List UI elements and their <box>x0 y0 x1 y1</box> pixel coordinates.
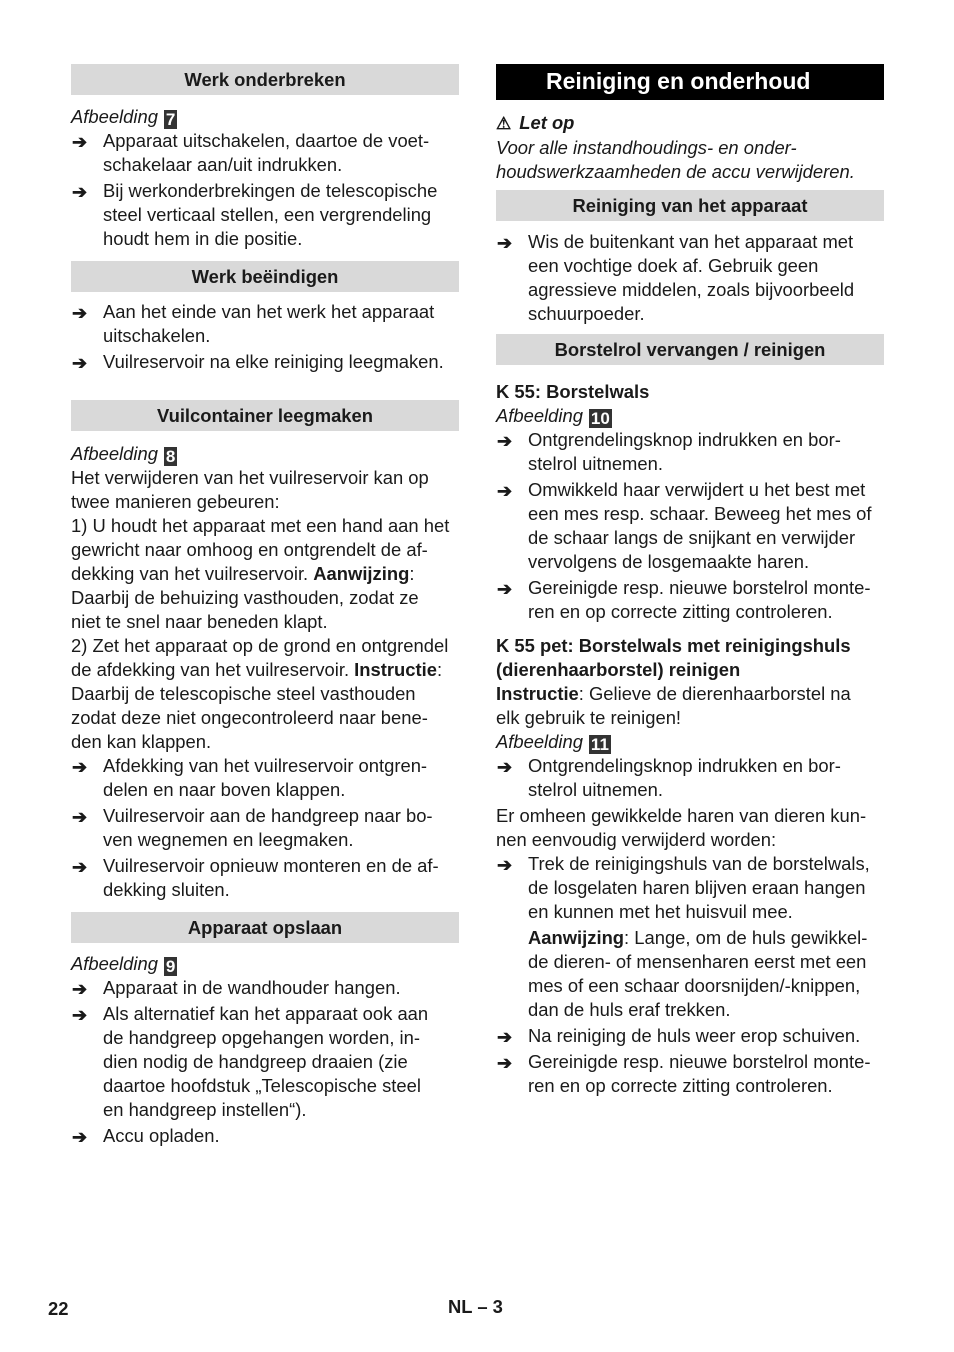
section-heading-werk-beeindigen: Werk beëindigen <box>71 261 459 292</box>
list-item: ➔ Als alternatief kan het apparaat ook aan de handgreep opgehangen worden, in- dien nodig de handgreep draaien (zie daartoe hoofdstuk „Telescopische steel en handgreep instellen“). <box>72 1003 429 1120</box>
figure-number: 10 <box>590 409 610 428</box>
paragraph: Er omheen gewikkelde haren van dieren kun- nen eenvoudig verwijderd worden: <box>496 805 867 850</box>
figure-number: 9 <box>165 957 176 976</box>
arrow-icon: ➔ <box>72 857 88 877</box>
arrow-icon: ➔ <box>72 1127 88 1147</box>
paragraph: 2) Zet het apparaat op de grond en ontgrendel de afdekking van het vuilreservoir. Instructie: Daarbij de telescopische steel vasthouden zodat deze niet ongecontroleerd naar bene- den kan klappen. <box>71 635 449 752</box>
arrow-icon: ➔ <box>497 481 513 501</box>
section-heading-vuilcontainer: Vuilcontainer leegmaken <box>71 400 459 431</box>
figure-reference: Afbeelding 9 <box>71 953 176 976</box>
figure-reference: Afbeelding 10 <box>496 405 610 428</box>
arrow-icon: ➔ <box>72 1005 88 1025</box>
section-heading-werk-onderbreken: Werk onderbreken <box>71 64 459 95</box>
arrow-icon: ➔ <box>497 1053 513 1073</box>
figure-number: 8 <box>165 447 176 466</box>
list-item: ➔ Bij werkonderbrekingen de telescopische steel verticaal stellen, een vergrendeling houdt hem in die positie. <box>72 180 438 249</box>
subheading-k55: K 55: Borstelwals <box>496 381 650 402</box>
language-code: NL – 3 <box>448 1296 503 1317</box>
list-item: ➔ Gereinigde resp. nieuwe borstelrol monte- ren en op correcte zitting controleren. <box>497 577 871 622</box>
figure-number: 11 <box>590 735 609 754</box>
list-item: ➔ Wis de buitenkant van het apparaat met een vochtige doek af. Gebruik geen agressieve middelen, zoals bijvoorbeeld schuurpoeder. <box>497 231 855 324</box>
list-item: ➔ Vuilreservoir na elke reiniging leegmaken. <box>72 351 444 373</box>
figure-reference: Afbeelding 8 <box>71 443 176 466</box>
arrow-icon: ➔ <box>497 579 513 599</box>
arrow-icon: ➔ <box>497 855 513 875</box>
arrow-icon: ➔ <box>72 303 88 323</box>
figure-reference: Afbeelding 11 <box>496 731 609 754</box>
list-item: ➔ Apparaat uitschakelen, daartoe de voet- schakelaar aan/uit indrukken. <box>72 130 430 175</box>
list-item: ➔ Accu opladen. <box>72 1125 220 1147</box>
arrow-icon: ➔ <box>72 132 88 152</box>
instruction-paragraph: Instructie: Gelieve de dierenhaarborstel na elk gebruik te reinigen! <box>496 683 851 728</box>
section-heading-apparaat-opslaan: Apparaat opslaan <box>71 912 459 943</box>
arrow-icon: ➔ <box>72 807 88 827</box>
list-item: ➔ Ontgrendelingsknop indrukken en bor- stelrol uitnemen. <box>497 755 841 800</box>
figure-reference: Afbeelding 7 <box>71 106 176 129</box>
subheading-k55-pet: K 55 pet: Borstelwals met reinigingshuls (dierenhaarborstel) reinigen <box>496 635 851 680</box>
arrow-icon: ➔ <box>72 757 88 777</box>
paragraph: Het verwijderen van het vuilreservoir kan op twee manieren gebeuren: <box>71 467 429 512</box>
arrow-icon: ➔ <box>72 353 88 373</box>
chapter-title: Reiniging en onderhoud <box>496 64 884 100</box>
left-column <box>71 64 459 1148</box>
section-heading-reiniging: Reiniging van het apparaat <box>496 190 884 221</box>
warning-text: Voor alle instandhoudings- en onder- houdswerkzaamheden de accu verwijderen. <box>496 137 855 182</box>
list-item: ➔ Vuilreservoir opnieuw monteren en de af- dekking sluiten. <box>72 855 439 900</box>
list-item: ➔ Na reiniging de huls weer erop schuiven. <box>497 1025 861 1047</box>
arrow-icon: ➔ <box>72 182 88 202</box>
warning-heading: ⚠ Let op <box>496 112 575 133</box>
list-item: ➔ Omwikkeld haar verwijdert u het best met een mes resp. schaar. Beweeg het mes of de schaar langs de snijkant en verwijder vervolgens de losgemaakte haren. <box>497 479 872 572</box>
arrow-icon: ➔ <box>497 233 513 253</box>
section-heading-borstelrol: Borstelrol vervangen / reinigen <box>496 334 884 365</box>
list-item: ➔ Ontgrendelingsknop indrukken en bor- stelrol uitnemen. <box>497 429 841 474</box>
right-column <box>496 64 884 1098</box>
note-paragraph: Aanwijzing: Lange, om de huls gewikkel- de dieren- of mensenharen eerst met een mes of een schaar doorsnijden/-knippen, dan de huls eraf trekken. <box>528 927 868 1020</box>
list-item: ➔ Afdekking van het vuilreservoir ontgren- delen en naar boven klappen. <box>72 755 428 800</box>
list-item: ➔ Aan het einde van het werk het apparaat uitschakelen. <box>72 301 435 346</box>
paragraph: 1) U houdt het apparaat met een hand aan het gewricht naar omhoog en ontgrendelt de af- dekking van het vuilreservoir. Aanwijzing: Daarbij de behuizing vasthouden, zodat ze niet te snel naar beneden klapt. <box>71 515 450 632</box>
page-number: 22 <box>48 1298 69 1319</box>
arrow-icon: ➔ <box>497 757 513 777</box>
arrow-icon: ➔ <box>72 979 88 999</box>
arrow-icon: ➔ <box>497 431 513 451</box>
list-item: ➔ Gereinigde resp. nieuwe borstelrol monte- ren en op correcte zitting controleren. <box>497 1051 871 1096</box>
figure-number: 7 <box>165 110 176 129</box>
list-item: ➔ Trek de reinigingshuls van de borstelwals, de losgelaten haren blijven eraan hangen en kunnen met het huisvuil mee. <box>497 853 870 922</box>
list-item: ➔ Vuilreservoir aan de handgreep naar bo- ven wegnemen en leegmaken. <box>72 805 433 850</box>
list-item: ➔ Apparaat in de wandhouder hangen. <box>72 977 401 999</box>
warning-triangle-icon: ⚠ <box>496 114 512 133</box>
arrow-icon: ➔ <box>497 1027 513 1047</box>
